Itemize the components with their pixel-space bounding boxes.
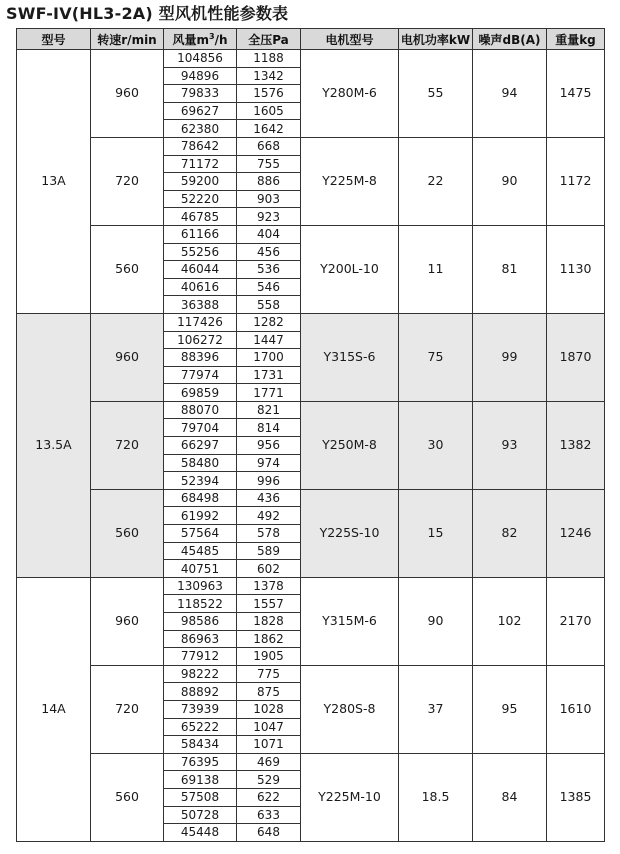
airflow-cell: 46044 — [164, 261, 237, 279]
speed-cell: 960 — [91, 50, 164, 138]
airflow-cell: 76395 — [164, 753, 237, 771]
motor-cell: Y225S-10 — [301, 489, 399, 577]
pressure-cell: 1862 — [237, 630, 301, 648]
pressure-cell: 1071 — [237, 736, 301, 754]
airflow-cell: 50728 — [164, 806, 237, 824]
table-row — [17, 665, 605, 683]
noise-cell: 90 — [473, 137, 547, 225]
airflow-cell: 88892 — [164, 683, 237, 701]
noise-cell: 84 — [473, 753, 547, 841]
airflow-cell: 79833 — [164, 85, 237, 103]
speed-cell: 720 — [91, 665, 164, 753]
airflow-cell: 45485 — [164, 542, 237, 560]
model-cell: 13.5A — [17, 313, 91, 577]
power-cell: 11 — [399, 225, 473, 313]
table-row — [17, 753, 605, 771]
model-cell: 13A — [17, 50, 91, 314]
pressure-cell: 821 — [237, 401, 301, 419]
airflow-cell: 94896 — [164, 67, 237, 85]
airflow-cell: 117426 — [164, 313, 237, 331]
airflow-cell: 59200 — [164, 173, 237, 191]
speed-cell: 560 — [91, 225, 164, 313]
pressure-cell: 404 — [237, 225, 301, 243]
pressure-cell: 875 — [237, 683, 301, 701]
speed-cell: 960 — [91, 577, 164, 665]
power-cell: 55 — [399, 50, 473, 138]
pressure-cell: 814 — [237, 419, 301, 437]
pressure-cell: 1028 — [237, 700, 301, 718]
pressure-cell: 1282 — [237, 313, 301, 331]
pressure-cell: 536 — [237, 261, 301, 279]
noise-cell: 82 — [473, 489, 547, 577]
noise-cell: 99 — [473, 313, 547, 401]
weight-cell: 1382 — [547, 401, 605, 489]
speed-cell: 960 — [91, 313, 164, 401]
pressure-cell: 1605 — [237, 102, 301, 120]
pressure-cell: 1047 — [237, 718, 301, 736]
airflow-cell: 77974 — [164, 366, 237, 384]
model-cell: 14A — [17, 577, 91, 841]
motor-cell: Y280S-8 — [301, 665, 399, 753]
noise-cell: 81 — [473, 225, 547, 313]
motor-cell: Y280M-6 — [301, 50, 399, 138]
airflow-cell: 45448 — [164, 824, 237, 842]
airflow-cell: 73939 — [164, 700, 237, 718]
airflow-cell: 78642 — [164, 137, 237, 155]
weight-cell: 1246 — [547, 489, 605, 577]
airflow-cell: 79704 — [164, 419, 237, 437]
airflow-cell: 55256 — [164, 243, 237, 261]
pressure-cell: 546 — [237, 278, 301, 296]
airflow-cell: 86963 — [164, 630, 237, 648]
airflow-cell: 98222 — [164, 665, 237, 683]
table-header-row — [17, 29, 605, 50]
pressure-cell: 1342 — [237, 67, 301, 85]
table-row — [17, 313, 605, 331]
weight-cell: 1870 — [547, 313, 605, 401]
table-row — [17, 401, 605, 419]
airflow-cell: 71172 — [164, 155, 237, 173]
power-cell: 37 — [399, 665, 473, 753]
motor-cell: Y225M-8 — [301, 137, 399, 225]
header-pressure: 全压Pa — [237, 29, 301, 50]
airflow-cell: 61166 — [164, 225, 237, 243]
weight-cell: 1385 — [547, 753, 605, 841]
header-model: 型号 — [17, 29, 91, 50]
pressure-cell: 923 — [237, 208, 301, 226]
power-cell: 15 — [399, 489, 473, 577]
header-power: 电机功率kW — [399, 29, 473, 50]
pressure-cell: 1378 — [237, 577, 301, 595]
pressure-cell: 755 — [237, 155, 301, 173]
pressure-cell: 1700 — [237, 349, 301, 367]
airflow-cell: 69627 — [164, 102, 237, 120]
airflow-cell: 88396 — [164, 349, 237, 367]
speed-cell: 560 — [91, 489, 164, 577]
airflow-cell: 46785 — [164, 208, 237, 226]
speed-cell: 720 — [91, 401, 164, 489]
airflow-cell: 58434 — [164, 736, 237, 754]
noise-cell: 93 — [473, 401, 547, 489]
header-noise: 噪声dB(A) — [473, 29, 547, 50]
pressure-cell: 492 — [237, 507, 301, 525]
noise-cell: 102 — [473, 577, 547, 665]
pressure-cell: 1188 — [237, 50, 301, 68]
airflow-cell: 88070 — [164, 401, 237, 419]
weight-cell: 1475 — [547, 50, 605, 138]
pressure-cell: 775 — [237, 665, 301, 683]
airflow-cell: 40751 — [164, 560, 237, 578]
speed-cell: 560 — [91, 753, 164, 841]
weight-cell: 1610 — [547, 665, 605, 753]
airflow-cell: 57508 — [164, 788, 237, 806]
airflow-cell: 52394 — [164, 472, 237, 490]
airflow-cell: 69859 — [164, 384, 237, 402]
speed-cell: 720 — [91, 137, 164, 225]
pressure-cell: 1828 — [237, 613, 301, 631]
pressure-cell: 589 — [237, 542, 301, 560]
pressure-cell: 648 — [237, 824, 301, 842]
pressure-cell: 529 — [237, 771, 301, 789]
airflow-cell: 58480 — [164, 454, 237, 472]
motor-cell: Y315M-6 — [301, 577, 399, 665]
motor-cell: Y225M-10 — [301, 753, 399, 841]
airflow-cell: 36388 — [164, 296, 237, 314]
header-speed: 转速r/min — [91, 29, 164, 50]
airflow-cell: 130963 — [164, 577, 237, 595]
airflow-cell: 118522 — [164, 595, 237, 613]
pressure-cell: 436 — [237, 489, 301, 507]
weight-cell: 1130 — [547, 225, 605, 313]
page-title: SWF-IV(HL3-2A) 型风机性能参数表 — [6, 4, 289, 23]
airflow-cell: 104856 — [164, 50, 237, 68]
pressure-cell: 469 — [237, 753, 301, 771]
table-body — [17, 50, 605, 842]
pressure-cell: 1731 — [237, 366, 301, 384]
motor-cell: Y250M-8 — [301, 401, 399, 489]
airflow-cell: 61992 — [164, 507, 237, 525]
airflow-cell: 62380 — [164, 120, 237, 138]
table-row — [17, 50, 605, 68]
pressure-cell: 1557 — [237, 595, 301, 613]
header-motor: 电机型号 — [301, 29, 399, 50]
motor-cell: Y200L-10 — [301, 225, 399, 313]
table-row — [17, 489, 605, 507]
pressure-cell: 633 — [237, 806, 301, 824]
airflow-cell: 106272 — [164, 331, 237, 349]
noise-cell: 94 — [473, 50, 547, 138]
airflow-cell: 69138 — [164, 771, 237, 789]
power-cell: 90 — [399, 577, 473, 665]
noise-cell: 95 — [473, 665, 547, 753]
airflow-cell: 77912 — [164, 648, 237, 666]
table-row — [17, 225, 605, 243]
power-cell: 75 — [399, 313, 473, 401]
airflow-cell: 98586 — [164, 613, 237, 631]
motor-cell: Y315S-6 — [301, 313, 399, 401]
airflow-cell: 68498 — [164, 489, 237, 507]
airflow-cell: 57564 — [164, 525, 237, 543]
pressure-cell: 578 — [237, 525, 301, 543]
power-cell: 18.5 — [399, 753, 473, 841]
pressure-cell: 886 — [237, 173, 301, 191]
pressure-cell: 1771 — [237, 384, 301, 402]
header-weight: 重量kg — [547, 29, 605, 50]
table-row — [17, 577, 605, 595]
weight-cell: 2170 — [547, 577, 605, 665]
pressure-cell: 974 — [237, 454, 301, 472]
pressure-cell: 1576 — [237, 85, 301, 103]
pressure-cell: 956 — [237, 437, 301, 455]
pressure-cell: 602 — [237, 560, 301, 578]
weight-cell: 1172 — [547, 137, 605, 225]
pressure-cell: 996 — [237, 472, 301, 490]
table-row — [17, 137, 605, 155]
power-cell: 30 — [399, 401, 473, 489]
power-cell: 22 — [399, 137, 473, 225]
pressure-cell: 1905 — [237, 648, 301, 666]
airflow-cell: 52220 — [164, 190, 237, 208]
pressure-cell: 456 — [237, 243, 301, 261]
airflow-cell: 40616 — [164, 278, 237, 296]
header-airflow: 风量$m^3/h$ — [164, 29, 237, 50]
pressure-cell: 558 — [237, 296, 301, 314]
pressure-cell: 1447 — [237, 331, 301, 349]
pressure-cell: 668 — [237, 137, 301, 155]
pressure-cell: 622 — [237, 788, 301, 806]
pressure-cell: 903 — [237, 190, 301, 208]
pressure-cell: 1642 — [237, 120, 301, 138]
fan-performance-table — [16, 28, 605, 842]
airflow-cell: 66297 — [164, 437, 237, 455]
airflow-cell: 65222 — [164, 718, 237, 736]
